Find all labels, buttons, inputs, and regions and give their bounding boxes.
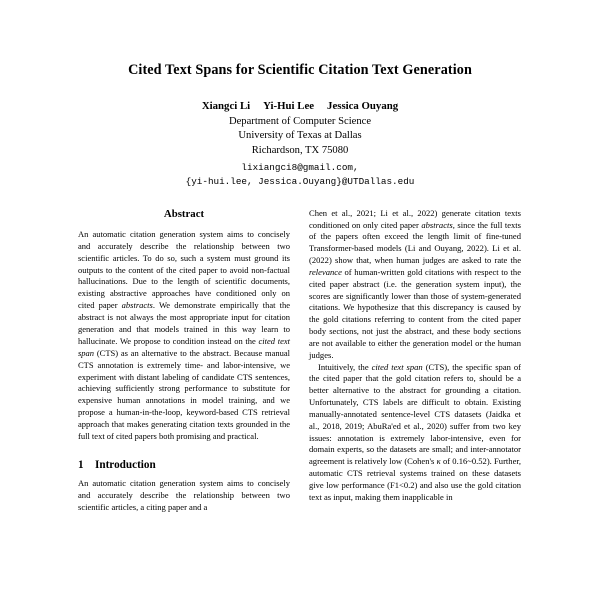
author-name: Yi-Hui Lee bbox=[263, 100, 315, 113]
affiliation-block bbox=[78, 115, 522, 159]
section-number: 1 bbox=[78, 458, 84, 471]
introduction-paragraph: An automatic citation generation system aims to concisely and accurately describe the relationship between two scientific articles, a citing paper and a bbox=[78, 477, 290, 512]
right-column-paragraph: Intuitively, the cited text span (CTS), the specific span of the cited paper that the gold citation refers to, should be a better alternative to the abstract for grounding a citation. Unfortunately, CTS labels are difficult to obtain. Existing manually-annotated sentence-level CTS datasets (Jaidka et al., 2018, 2019; AbuRa'ed et al., 2020) suffer from two key issues: annotation is extremely labor-intensive, even for domain experts, so the datasets are small; and inter-annotator agreement is relatively low (Cohen's κ of 0.16~0.52). Further, automatic CTS retrieval systems trained on these datasets give low performance (F1<0.2) and also use the gold citation text as input, making them inapplicable in bbox=[309, 361, 522, 502]
two-column-body bbox=[78, 208, 522, 514]
affiliation-institution: University of Texas at Dallas bbox=[238, 130, 362, 142]
right-column-paragraph: Chen et al., 2021; Li et al., 2022) generate citation texts conditioned on only cited paper abstracts, since the full texts of the papers often exceed the length limit of fine-tuned Transformer-based models (Li and Ouyang, 2022). Li et al. (2022) show that, when human judges are asked to rate the relevance of human-written gold citations with respect to the cited paper abstract (i.e. the generation system input), the scores are significantly lower than those of system-generated citations. We hypothesize that this discrepancy is caused by the gold citations referring to content from the cited paper body sections, not just the abstract, and these body sections are not available to either the generation model or the human judges. bbox=[309, 207, 521, 360]
author-list bbox=[78, 100, 522, 113]
page-title: Cited Text Spans for Scientific Citation Text Generation bbox=[128, 62, 472, 78]
affiliation-department: Department of Computer Science bbox=[228, 115, 372, 127]
author-name: Jessica Ouyang bbox=[327, 100, 399, 113]
right-column bbox=[309, 208, 521, 514]
left-column bbox=[78, 208, 290, 514]
email-line-primary: lixiangci8@gmail.com, bbox=[241, 162, 359, 174]
author-emails bbox=[78, 161, 522, 190]
abstract-paragraph: An automatic citation generation system aims to concisely and accurately describe the relationship between two scientific articles. To do so, such a system must ground its outputs to the content of the cited paper to avoid non-factual hallucinations. Due to the length of scientific documents, existing abstractive approaches have conditioned only on cited paper abstracts. We demonstrate empirically that the abstract is not always the most appropriate input for citation generation and that models trained in this way learn to hallucinate. We propose to condition instead on the cited text span (CTS) as an alternative to the abstract. Because manual CTS annotation is extremely time- and labor-intensive, we experiment with distant labeling of candidate CTS sentences, achieving sufficiently strong performance to substitute for expensive human annotations in model training, and we propose a human-in-the-loop, keyword-based CTS retrieval approach that makes generating citation texts grounded in the full text of cited papers both promising and practical. bbox=[78, 228, 290, 441]
email-line-secondary: {yi-hui.lee, Jessica.Ouyang}@UTDallas.edu bbox=[185, 176, 415, 188]
author-name: Xiangci Li bbox=[201, 100, 251, 113]
affiliation-address: Richardson, TX 75080 bbox=[251, 144, 349, 156]
section-title: Introduction bbox=[95, 458, 156, 471]
abstract-heading: Abstract bbox=[163, 207, 205, 220]
section-heading-introduction bbox=[78, 459, 290, 471]
